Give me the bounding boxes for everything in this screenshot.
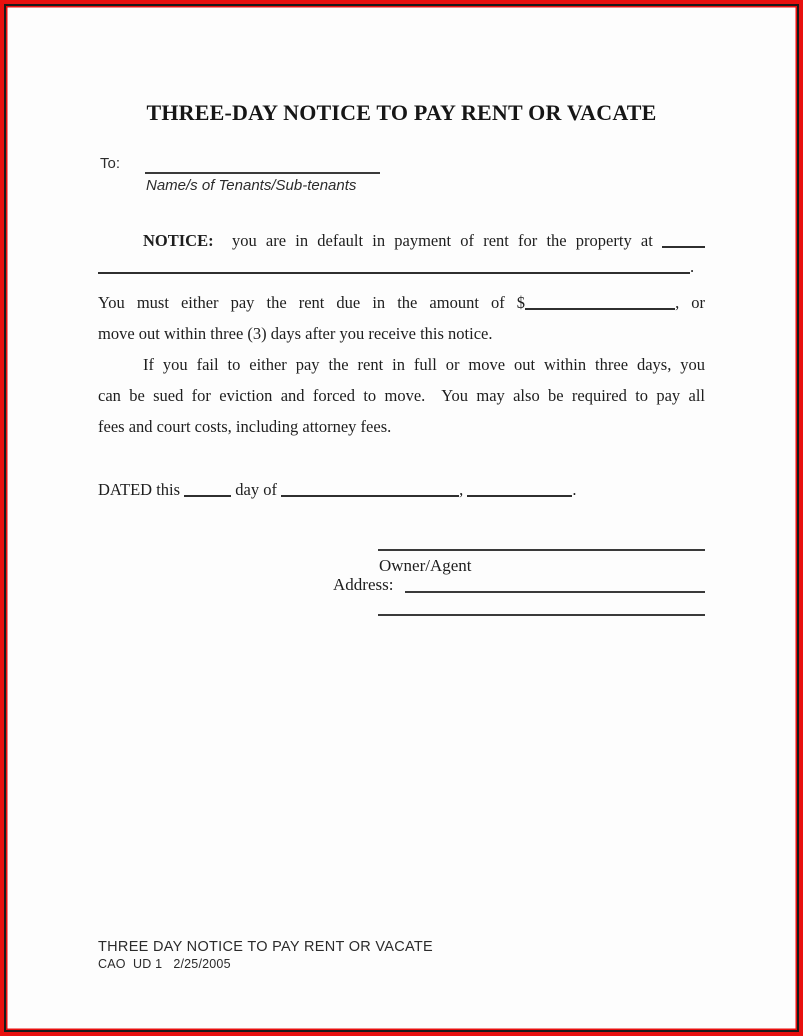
day-blank: [184, 495, 231, 497]
to-label: To:: [100, 155, 121, 172]
day-of-text: day of: [235, 480, 277, 499]
tenant-names-blank: [145, 172, 380, 174]
notice-line-2: [98, 256, 705, 278]
notice-line-2-period: .: [690, 257, 695, 276]
dated-text: DATED this: [98, 480, 181, 499]
dated-comma: ,: [459, 480, 464, 499]
eviction-line-2: can be sued for eviction and forced to move. You may also be required to pay all: [98, 386, 705, 405]
pay-line-2: move out within three (3) days after you receive this notice.: [98, 324, 493, 343]
address-line-1: [405, 591, 705, 593]
pay-line-1-text: You must either pay the rent due in the amount of $: [98, 293, 526, 312]
year-blank: [467, 495, 572, 497]
eviction-line-1: If you fail to either pay the rent in full or move out within three days, you: [143, 355, 705, 374]
rent-amount-blank: [525, 308, 675, 310]
pay-line-1-end: , or: [675, 293, 705, 312]
address-label: Address:: [333, 575, 394, 594]
owner-agent-label: Owner/Agent: [379, 556, 472, 575]
month-blank: [281, 495, 459, 497]
notice-line-1: [98, 230, 705, 252]
property-address-blank-continued: [98, 272, 690, 274]
footer-title: THREE DAY NOTICE TO PAY RENT OR VACATE: [98, 939, 434, 955]
property-address-blank: [662, 246, 705, 248]
notice-line-1-text: you are in default in payment of rent for the property at: [213, 231, 653, 250]
address-line-2: [378, 614, 705, 616]
dated-period: .: [572, 480, 577, 499]
owner-signature-line: [378, 549, 705, 551]
form-title: THREE-DAY NOTICE TO PAY RENT OR VACATE: [146, 100, 657, 125]
to-caption: Name/s of Tenants/Sub-tenants: [146, 177, 357, 194]
footer-form-code: CAO UD 1 2/25/2005: [98, 957, 231, 971]
eviction-line-3: fees and court costs, including attorney fees.: [98, 417, 392, 436]
notice-lead: NOTICE:: [143, 231, 214, 250]
pay-line-1: [98, 292, 705, 314]
dated-line: [98, 479, 705, 501]
